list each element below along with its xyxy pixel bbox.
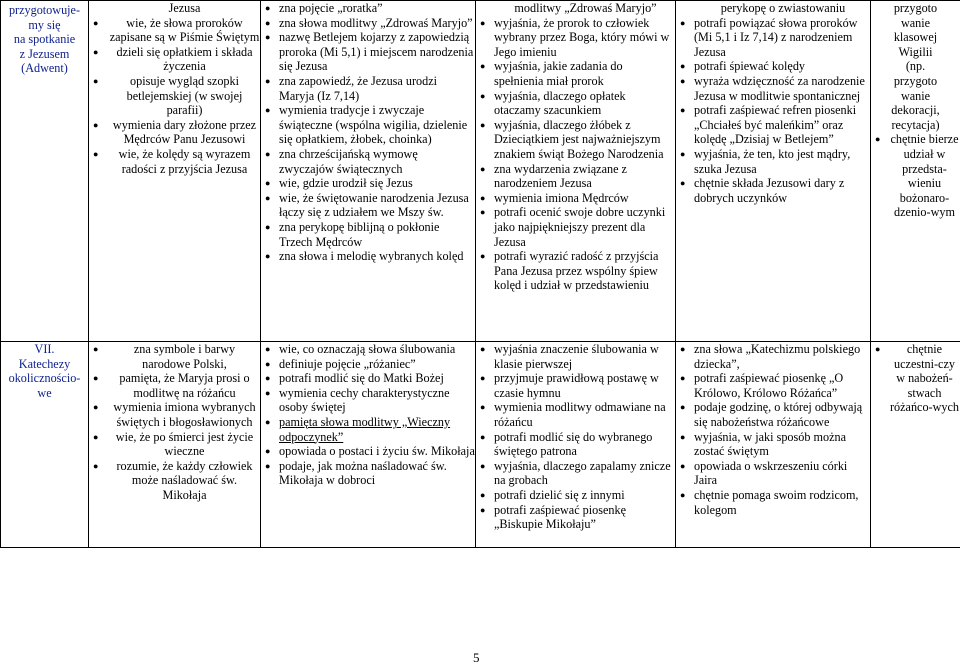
list-item: ● chętnie bierze udział w przedsta-wieniu bożonaro-dzenio-wym bbox=[871, 132, 960, 220]
extra-lead-line: recytacja) bbox=[891, 117, 940, 132]
extra-requirements-cell bbox=[871, 342, 960, 548]
extra-lead-line: przygoto bbox=[893, 73, 938, 88]
list-item: ● definiuje pojęcie „różaniec” bbox=[261, 357, 475, 372]
list-item: ● wymienia dary złożone przez Mędrców Panu Jezusowi bbox=[89, 118, 260, 147]
list-item: ● zna słowa modlitwy „Zdrowaś Maryjo” bbox=[261, 16, 475, 31]
list-item: ● wyraża wdzięczność za narodzenie Jezusa w modlitwie spontanicznej bbox=[676, 74, 870, 103]
requirements-cell bbox=[89, 1, 261, 342]
list-item: ● pamięta, że Maryja prosi o modlitwę na różańcu bbox=[89, 371, 260, 400]
basic-requirements-list bbox=[261, 342, 475, 488]
extra-requirements-list bbox=[871, 132, 960, 220]
list-item: ● potrafi modlić się do Matki Bożej bbox=[261, 371, 475, 386]
full-requirements-cell bbox=[676, 342, 871, 548]
list-item: ● wyjaśnia, jakie zadania do spełnienia miał prorok bbox=[476, 59, 675, 88]
extended-requirements-cell bbox=[476, 342, 676, 548]
list-item: ● chętnie pomaga swoim rodzicom, kolegom bbox=[676, 488, 870, 517]
section-title-line: VII. bbox=[34, 342, 55, 356]
extra-lead-line: przygoto bbox=[893, 1, 938, 15]
list-item: ● zna wydarzenia związane z narodzeniem Jezusa bbox=[476, 162, 675, 191]
section-title-line: przygotowuje- bbox=[8, 3, 81, 17]
list-item: ● podaje godzinę, o której odbywają się nabożeństwa różańcowe bbox=[676, 400, 870, 429]
list-item: ● potrafi powiązać słowa proroków (Mi 5,1 i Iz 7,14) z narodzeniem Jezusa bbox=[676, 16, 870, 60]
extra-lead-line: wanie bbox=[900, 15, 931, 30]
list-item: ● wymienia imiona Mędrców bbox=[476, 191, 675, 206]
list-item: ● potrafi modlić się do wybranego świętego patrona bbox=[476, 430, 675, 459]
list-item: ● zna zapowiedź, że Jezusa urodzi Maryja (Iz 7,14) bbox=[261, 74, 475, 103]
list-item: ● wymienia cechy charakterystyczne osoby świętej bbox=[261, 386, 475, 415]
table-row-advent bbox=[1, 1, 960, 342]
extra-lead-line: dekoracji, bbox=[891, 103, 940, 118]
basic-requirements-cell bbox=[261, 342, 476, 548]
section-title-line: my się bbox=[28, 17, 61, 32]
list-item: ● zna pojęcie „roratka” bbox=[261, 1, 475, 16]
extended-requirements-cell bbox=[476, 1, 676, 342]
extra-lead-line: (np. bbox=[905, 59, 926, 74]
extra-requirements-lead bbox=[871, 1, 960, 132]
list-item: ● nazwę Betlejem kojarzy z zapowiedzią proroka (Mi 5,1) i miejscem narodzenia się Jezusa bbox=[261, 30, 475, 74]
list-item: ● zna chrześcijańską wymowę zwyczajów świątecznych bbox=[261, 147, 475, 176]
extended-requirements-list bbox=[476, 1, 675, 293]
list-item: ● potrafi zaśpiewać piosenkę „Biskupie Mikołaju” bbox=[476, 503, 675, 532]
section-title-advent bbox=[1, 1, 88, 76]
list-item: ● zna perykopę biblijną o pokłonie Trzech Mędrców bbox=[261, 220, 475, 249]
list-item: ● wyjaśnia, że ten, kto jest mądry, szuka Jezusa bbox=[676, 147, 870, 176]
list-item: ● potrafi śpiewać kolędy bbox=[676, 59, 870, 74]
extra-lead-line: wanie bbox=[900, 88, 931, 103]
list-item: ● wyjaśnia, w jaki sposób można zostać świętym bbox=[676, 430, 870, 459]
section-title-line: Katechezy bbox=[18, 356, 71, 371]
list-item: ● chętnie składa Jezusowi dary z dobrych uczynków bbox=[676, 176, 870, 205]
full-requirements-cell bbox=[676, 1, 871, 342]
list-item: ● wymienia imiona wybranych świętych i błogosławionych bbox=[89, 400, 260, 429]
extra-lead-line: klasowej bbox=[893, 30, 938, 45]
list-item: ● wie, że kolędy są wyrazem radości z przyjścia Jezusa bbox=[89, 147, 260, 176]
list-item: ● wyjaśnia, dlaczego żłóbek z Dzieciątkiem jest najważniejszym znakiem świąt Bożego Narodzenia bbox=[476, 118, 675, 162]
section-title-line: (Adwent) bbox=[21, 61, 68, 76]
page-number: 5 bbox=[473, 650, 480, 665]
list-item: ● zna słowa i melodię wybranych kolęd bbox=[261, 249, 475, 264]
list-item: ● wie, co oznaczają słowa ślubowania bbox=[261, 342, 475, 357]
full-requirements-lead: perykopę o zwiastowaniu bbox=[720, 1, 846, 15]
table-row-occasional bbox=[1, 342, 960, 548]
list-item: modlitwy „Zdrowaś Maryjo” bbox=[514, 1, 657, 15]
extra-lead-line: Wigilii bbox=[898, 44, 933, 59]
list-item: ● chętnie uczestni-czy w nabożeń-stwach różańco-wych bbox=[871, 342, 960, 415]
list-item: ● opowiada o postaci i życiu św. Mikołaja bbox=[261, 444, 475, 459]
list-item: ● rozumie, że każdy człowiek może naśladować św. Mikołaja bbox=[89, 459, 260, 503]
list-item: ● wyjaśnia, że prorok to człowiek wybrany przez Boga, który mówi w Jego imieniu bbox=[476, 16, 675, 60]
list-item: ● wyjaśnia, dlaczego zapalamy znicze na grobach bbox=[476, 459, 675, 488]
list-item: ● wymienia tradycje i zwyczaje świąteczne (wspólna wigilia, dzielenie się opłatkiem, żłobek, choinka) bbox=[261, 103, 475, 147]
list-item: ● podaje, jak można naśladować św. Mikołaja w dobroci bbox=[261, 459, 475, 488]
section-cell-occasional bbox=[1, 342, 89, 548]
extended-requirements-list bbox=[476, 342, 675, 532]
extra-requirements-list bbox=[871, 342, 960, 415]
list-item: ● opisuje wygląd szopki betlejemskiej (w swojej parafii) bbox=[89, 74, 260, 118]
section-title-line: okolicznościo- bbox=[8, 371, 81, 386]
list-item: ● wymienia modlitwy odmawiane na różańcu bbox=[476, 400, 675, 429]
basic-requirements-cell bbox=[261, 1, 476, 342]
list-item: ● wie, że słowa proroków zapisane są w Piśmie Świętym bbox=[89, 16, 260, 45]
list-item: ● potrafi ocenić swoje dobre uczynki jako najpiękniejszy prezent dla Jezusa bbox=[476, 205, 675, 249]
list-item: ● przyjmuje prawidłową postawę w czasie hymnu bbox=[476, 371, 675, 400]
list-item: ● dzieli się opłatkiem i składa życzenia bbox=[89, 45, 260, 74]
section-cell-advent bbox=[1, 1, 89, 342]
basic-requirements-list bbox=[261, 1, 475, 264]
list-item: ● pamięta słowa modlitwy „Wieczny odpoczynek” bbox=[261, 415, 475, 444]
requirements-lead: Jezusa bbox=[168, 1, 201, 15]
list-item: ● wie, gdzie urodził się Jezus bbox=[261, 176, 475, 191]
section-title-line: na spotkanie bbox=[13, 32, 76, 47]
list-item: ● potrafi wyrazić radość z przyjścia Pana Jezusa przez wspólny śpiew kolęd i udział w przedstawieniu bbox=[476, 249, 675, 293]
requirements-list bbox=[89, 342, 260, 503]
section-title-line: z Jezusem bbox=[19, 46, 70, 61]
list-item: ● wyjaśnia znaczenie ślubowania w klasie pierwszej bbox=[476, 342, 675, 371]
list-item: ● zna symbole i barwy narodowe Polski, bbox=[89, 342, 260, 371]
requirements-cell bbox=[89, 342, 261, 548]
list-item: ● potrafi zaśpiewać piosenkę „O Królowo, Królowo Różańca” bbox=[676, 371, 870, 400]
extra-requirements-cell bbox=[871, 1, 960, 342]
full-requirements-list bbox=[676, 16, 870, 206]
list-item: ● opowiada o wskrzeszeniu córki Jaira bbox=[676, 459, 870, 488]
section-title-occasional bbox=[1, 342, 88, 400]
section-title-line: we bbox=[37, 385, 52, 400]
list-item: ● zna słowa „Katechizmu polskiego dziecka”, bbox=[676, 342, 870, 371]
full-requirements-list bbox=[676, 342, 870, 517]
list-item: ● wie, że świętowanie narodzenia Jezusa łączy się z udziałem we Mszy św. bbox=[261, 191, 475, 220]
list-item: ● wyjaśnia, dlaczego opłatek otaczamy szacunkiem bbox=[476, 89, 675, 118]
list-item: ● wie, że po śmierci jest życie wieczne bbox=[89, 430, 260, 459]
requirements-list bbox=[89, 16, 260, 177]
list-item: ● potrafi zaśpiewać refren piosenki „Chciałeś być maleńkim” oraz kolędę „Dzisiaj w Betlejem” bbox=[676, 103, 870, 147]
list-item: ● potrafi dzielić się z innymi bbox=[476, 488, 675, 503]
